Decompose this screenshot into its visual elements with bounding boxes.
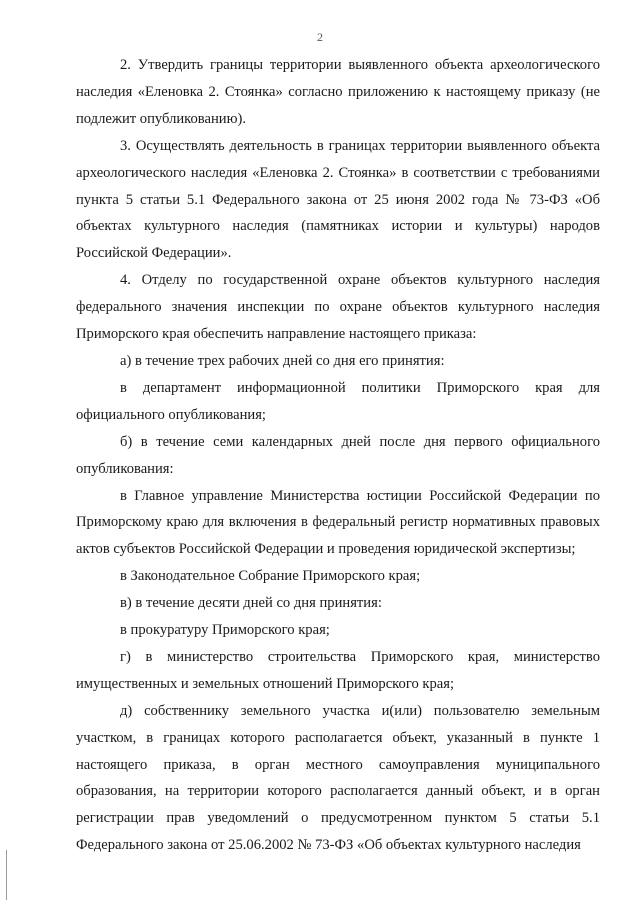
list-item-legislative-assembly: в Законодательное Собрание Приморского края; [120,568,421,585]
list-item-ministry-of-justice: в Главное управление Министерства юстиции Российской Федерации по Приморскому краю для включения в федеральный регистр нормативных правовых актов субъектов Российской Федерации и проведения юридической экспертизы; [76,487,600,558]
list-item-v: в) в течение десяти дней со дня принятия: [120,595,382,612]
list-item-a: а) в течение трех рабочих дней со дня его принятия: [120,352,445,369]
scan-margin-mark [6,850,7,900]
paragraph-department-instruction: 4. Отделу по государственной охране объектов культурного наследия федерального значения инспекции по охране объектов культурного наследия Приморского края обеспечить направление настоящего приказа: [76,272,600,343]
page-number: 2 [317,30,323,44]
paragraph-approve-boundaries: 2. Утвердить границы территории выявленного объекта археологического наследия «Еленовка 2. Стоянка» согласно приложению к настоящему приказу (не подлежит опубликованию). [76,57,600,127]
list-item-information-policy: в департамент информационной политики Приморского края для официального опубликования; [76,379,600,423]
list-item-g: г) в министерство строительства Приморского края, министерство имущественных и земельных отношений Приморского края; [76,648,600,692]
document-body [76,52,600,859]
list-item-prosecutor: в прокуратуру Приморского края; [120,622,330,639]
paragraph-activity-requirements: 3. Осуществлять деятельность в границах территории выявленного объекта археологического наследия «Еленовка 2. Стоянка» в соответствии с требованиями пункта 5 статьи 5.1 Федерального закона от 25 июня 2002 года № 73-ФЗ «Об объектах культурного наследия (памятниках истории и культуры) народов Российской Федерации». [76,137,600,262]
list-item-b: б) в течение семи календарных дней после дня первого официального опубликования: [76,433,600,477]
list-item-d: д) собственнику земельного участка и(или) пользователю земельным участком, в границах которого располагается объект, указанный в пункте 1 настоящего приказа, в орган местного самоуправления муниципального образования, на территории которого располагается данный объект, и в орган регистрации прав уведомлений о предусмотренном пунктом 5 статьи 5.1 Федерального закона от 25.06.2002 № 73-ФЗ «Об объектах культурного наследия [76,702,600,854]
